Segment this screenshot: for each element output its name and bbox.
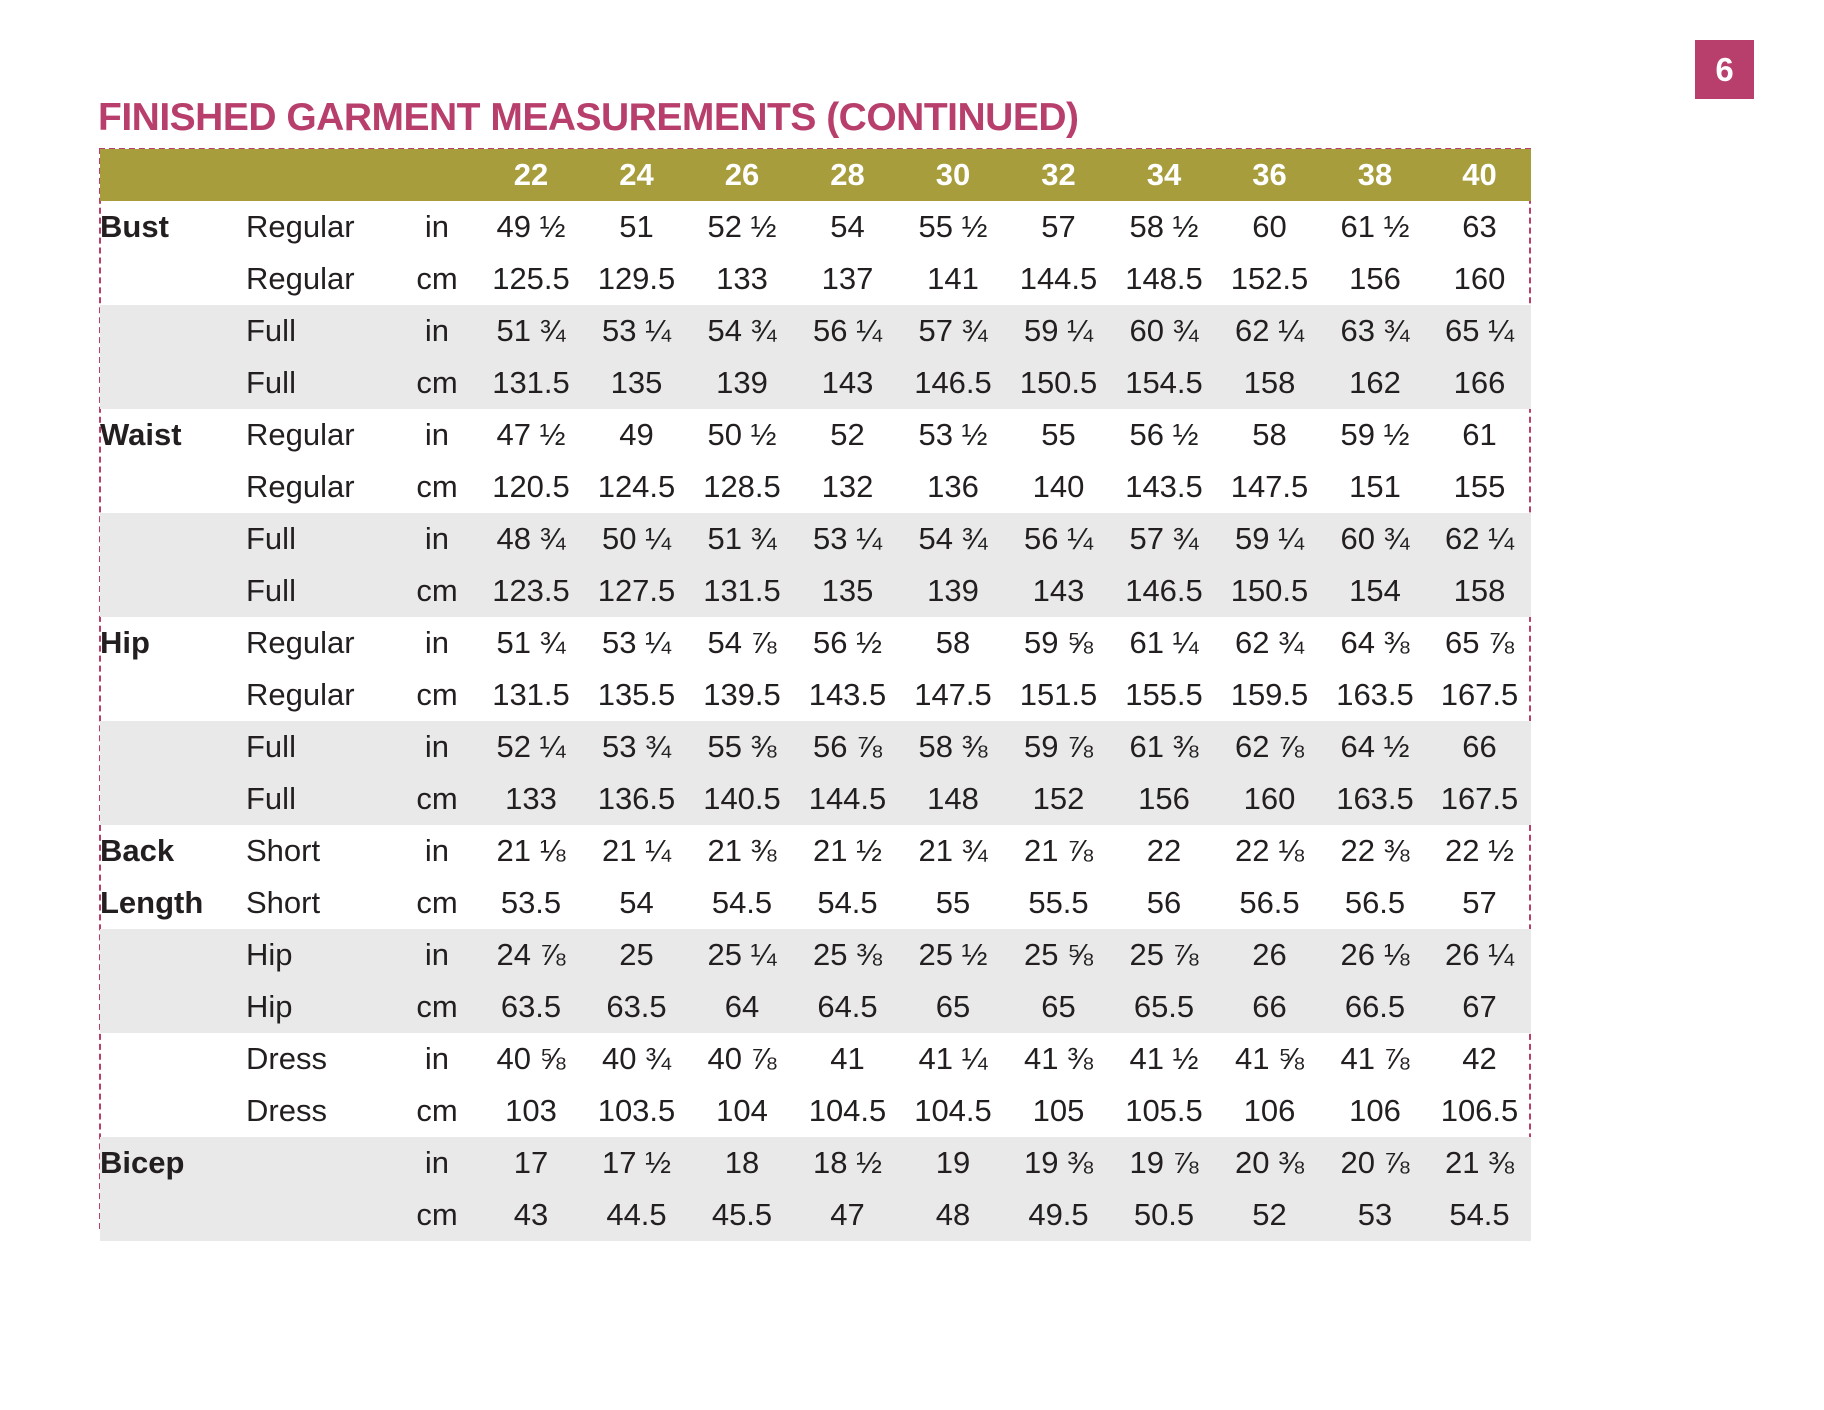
measurement-value: 103	[505, 1093, 557, 1128]
measurement-value: 44.5	[606, 1197, 667, 1232]
measurement-value: 58 ⅜	[918, 729, 988, 764]
measurement-group-label	[100, 929, 246, 981]
measurement-value: 127.5	[597, 573, 676, 608]
measurement-value: 58	[935, 625, 971, 660]
measurement-value: 60	[1252, 209, 1287, 244]
measurement-value: 65	[1041, 989, 1076, 1024]
unit-label: in	[424, 521, 450, 556]
measurement-value: 128.5	[703, 469, 781, 504]
measurement-value: 21 ½	[813, 833, 882, 868]
measurement-value: 160	[1243, 781, 1296, 816]
measurement-value: 131.5	[492, 677, 570, 712]
table-row	[100, 981, 1531, 1033]
unit-label: cm	[416, 261, 458, 296]
measurement-value: 154.5	[1125, 365, 1203, 400]
measurement-value: 152.5	[1230, 261, 1309, 296]
measurement-value: 59 ¼	[1235, 521, 1304, 556]
measurement-value: 63 ¾	[1340, 313, 1410, 348]
measurement-value: 19 ⅜	[1024, 1145, 1093, 1180]
fit-label: Full	[246, 781, 296, 816]
measurement-value: 147.5	[914, 677, 992, 712]
measurement-value: 54.5	[817, 885, 878, 920]
fit-label: Full	[246, 729, 296, 764]
measurement-value: 64.5	[817, 989, 878, 1024]
measurement-value: 60 ¾	[1340, 521, 1410, 556]
measurement-value: 133	[716, 261, 768, 296]
measurement-value: 25 ½	[918, 937, 988, 972]
measurements-table	[100, 149, 1531, 1241]
unit-label: in	[424, 729, 450, 764]
unit-label: in	[424, 313, 450, 348]
table-row	[100, 513, 1531, 565]
measurement-value: 62 ¾	[1235, 625, 1304, 660]
measurement-value: 163.5	[1336, 677, 1414, 712]
measurement-value: 57	[1462, 885, 1497, 920]
page-title: FINISHED GARMENT MEASUREMENTS (CONTINUED)	[98, 96, 1079, 139]
measurement-value: 40 ⅞	[707, 1041, 777, 1076]
size-header: 30	[935, 157, 971, 192]
table-row	[100, 357, 1531, 409]
measurement-value: 166	[1453, 365, 1506, 400]
measurement-value: 48	[935, 1197, 971, 1232]
table-row	[100, 565, 1531, 617]
measurement-value: 131.5	[703, 573, 781, 608]
fit-label: Full	[246, 573, 296, 608]
measurement-value: 22	[1146, 833, 1182, 868]
measurement-value: 131.5	[492, 365, 570, 400]
table-row	[100, 461, 1531, 513]
measurement-value: 57 ¾	[1129, 521, 1199, 556]
measurement-value: 26 ⅛	[1340, 937, 1410, 972]
measurement-value: 136.5	[597, 781, 676, 816]
measurement-value: 49.5	[1028, 1197, 1089, 1232]
measurement-value: 56 ⅞	[813, 729, 882, 764]
measurement-value: 152	[1032, 781, 1085, 816]
measurement-group-label	[100, 1189, 246, 1241]
measurement-value: 62 ¼	[1235, 313, 1304, 348]
measurement-value: 155.5	[1125, 677, 1203, 712]
fit-label: Dress	[246, 1041, 327, 1076]
measurement-value: 158	[1453, 573, 1506, 608]
fit-label: Short	[246, 833, 321, 868]
measurement-value: 58 ½	[1129, 209, 1199, 244]
measurement-value: 50 ¼	[602, 521, 671, 556]
size-header: 22	[513, 157, 549, 192]
measurement-value: 146.5	[1125, 573, 1203, 608]
measurement-value: 143.5	[1125, 469, 1203, 504]
fit-label: Regular	[246, 625, 355, 660]
measurement-value: 17	[513, 1145, 549, 1180]
measurement-value: 150.5	[1019, 365, 1098, 400]
unit-label: cm	[416, 365, 458, 400]
measurement-value: 143	[1032, 573, 1085, 608]
measurement-value: 148	[927, 781, 979, 816]
measurement-value: 41 ⅞	[1340, 1041, 1410, 1076]
measurement-value: 52 ½	[707, 209, 777, 244]
measurement-value: 65	[935, 989, 971, 1024]
measurement-value: 56 ¼	[1024, 521, 1093, 556]
measurement-value: 139	[716, 365, 768, 400]
measurement-value: 151.5	[1019, 677, 1098, 712]
measurement-group-label	[100, 721, 246, 773]
measurement-value: 63	[1462, 209, 1497, 244]
measurement-group-label	[100, 305, 246, 357]
measurement-value: 56 ½	[1129, 417, 1199, 452]
unit-label: cm	[416, 469, 458, 504]
measurement-value: 106.5	[1440, 1093, 1519, 1128]
measurement-value: 150.5	[1230, 573, 1309, 608]
measurement-value: 143	[821, 365, 874, 400]
measurement-group-label: Waist	[100, 417, 182, 452]
measurement-value: 18	[724, 1145, 760, 1180]
measurement-value: 25 ¼	[707, 937, 777, 972]
measurement-value: 43	[513, 1197, 549, 1232]
table-row	[100, 253, 1531, 305]
measurement-value: 55 ⅜	[707, 729, 777, 764]
measurement-value: 59 ⅞	[1024, 729, 1093, 764]
unit-label: in	[424, 1041, 450, 1076]
measurement-group-label	[100, 981, 246, 1033]
measurement-value: 133	[505, 781, 557, 816]
measurement-value: 61	[1462, 417, 1497, 452]
table-row	[100, 825, 1531, 877]
measurement-value: 144.5	[1019, 261, 1098, 296]
measurement-value: 45.5	[711, 1197, 773, 1232]
measurement-value: 158	[1243, 365, 1296, 400]
measurement-value: 55	[1041, 417, 1076, 452]
measurement-value: 65 ⅞	[1445, 625, 1514, 660]
measurement-value: 104.5	[914, 1093, 992, 1128]
measurement-value: 25 ⅝	[1024, 937, 1093, 972]
measurement-value: 66	[1462, 729, 1497, 764]
measurement-value: 24 ⅞	[496, 937, 566, 972]
size-header: 36	[1252, 157, 1287, 192]
measurement-value: 51 ¾	[707, 521, 777, 556]
fit-label: Regular	[246, 417, 355, 452]
measurement-value: 51	[619, 209, 654, 244]
unit-label: in	[424, 1145, 450, 1180]
measurement-value: 54 ⅞	[707, 625, 777, 660]
measurement-value: 144.5	[808, 781, 887, 816]
measurement-value: 148.5	[1125, 261, 1203, 296]
measurement-value: 56 ¼	[813, 313, 882, 348]
size-header: 24	[619, 157, 654, 192]
table-row	[100, 721, 1531, 773]
size-header: 32	[1041, 157, 1076, 192]
measurement-value: 104.5	[808, 1093, 887, 1128]
measurement-value: 26 ¼	[1445, 937, 1514, 972]
measurement-value: 146.5	[914, 365, 992, 400]
measurement-group-label	[100, 357, 246, 409]
size-header: 28	[830, 157, 865, 192]
fit-label: Short	[246, 885, 321, 920]
measurement-value: 143.5	[808, 677, 887, 712]
measurement-value: 160	[1453, 261, 1506, 296]
measurement-value: 40 ¾	[602, 1041, 671, 1076]
size-header: 34	[1146, 157, 1182, 192]
measurement-value: 53 ¾	[602, 729, 671, 764]
measurement-value: 61 ½	[1340, 209, 1410, 244]
measurement-value: 58	[1252, 417, 1287, 452]
measurement-value: 42	[1462, 1041, 1497, 1076]
measurement-value: 17 ½	[602, 1145, 671, 1180]
measurement-value: 120.5	[492, 469, 570, 504]
measurement-value: 66	[1252, 989, 1287, 1024]
measurement-value: 125.5	[492, 261, 570, 296]
fit-label: Regular	[246, 469, 355, 504]
measurement-value: 61 ⅜	[1129, 729, 1199, 764]
unit-label: cm	[416, 1197, 458, 1232]
measurement-value: 22 ⅛	[1235, 833, 1304, 868]
measurement-value: 40 ⅝	[496, 1041, 566, 1076]
table-row	[100, 929, 1531, 981]
table-row	[100, 773, 1531, 825]
measurement-value: 65.5	[1133, 989, 1195, 1024]
table-row	[100, 409, 1531, 461]
fit-label: Hip	[246, 989, 293, 1024]
measurement-value: 55 ½	[918, 209, 988, 244]
measurement-value: 25 ⅜	[813, 937, 882, 972]
measurement-value: 56.5	[1239, 885, 1300, 920]
measurement-value: 52	[830, 417, 865, 452]
measurement-value: 129.5	[597, 261, 676, 296]
measurement-value: 59 ¼	[1024, 313, 1093, 348]
unit-label: in	[424, 937, 450, 972]
unit-label: in	[424, 209, 450, 244]
measurement-value: 54.5	[711, 885, 773, 920]
measurement-value: 135	[821, 573, 874, 608]
measurement-group-label	[100, 253, 246, 305]
header-group-blank	[100, 149, 246, 201]
measurement-group-label: Back	[100, 833, 175, 868]
table-row	[100, 1137, 1531, 1189]
measurement-value: 18 ½	[813, 1145, 882, 1180]
measurement-value: 20 ⅜	[1235, 1145, 1304, 1180]
measurement-value: 19	[935, 1145, 971, 1180]
table-row	[100, 877, 1531, 929]
measurement-value: 21 ⅜	[707, 833, 777, 868]
measurement-value: 19 ⅞	[1129, 1145, 1199, 1180]
measurement-value: 51 ¾	[496, 313, 566, 348]
page-number: 6	[1695, 40, 1754, 99]
measurement-value: 104	[716, 1093, 768, 1128]
measurement-value: 64	[724, 989, 760, 1024]
fit-label: Full	[246, 521, 296, 556]
measurement-value: 163.5	[1336, 781, 1414, 816]
measurement-value: 135	[610, 365, 663, 400]
measurement-value: 103.5	[597, 1093, 676, 1128]
table-row	[100, 1033, 1531, 1085]
measurement-value: 67	[1462, 989, 1497, 1024]
measurement-value: 105.5	[1125, 1093, 1203, 1128]
measurement-value: 25	[619, 937, 654, 972]
measurement-group-label: Hip	[100, 625, 150, 660]
unit-label: cm	[416, 1093, 458, 1128]
size-header: 26	[724, 157, 760, 192]
table-row	[100, 617, 1531, 669]
measurement-value: 167.5	[1440, 677, 1519, 712]
fit-label	[246, 1137, 396, 1189]
header-fit-blank	[246, 149, 396, 201]
measurement-value: 52	[1252, 1197, 1287, 1232]
measurement-value: 25 ⅞	[1129, 937, 1199, 972]
measurement-value: 41	[830, 1041, 865, 1076]
measurement-value: 53.5	[500, 885, 562, 920]
measurement-value: 49	[619, 417, 654, 452]
measurement-group-label: Bust	[100, 209, 169, 244]
measurement-value: 136	[927, 469, 979, 504]
unit-label: cm	[416, 573, 458, 608]
size-header: 38	[1357, 157, 1393, 192]
measurement-value: 21 ¼	[602, 833, 671, 868]
unit-label: cm	[416, 885, 458, 920]
measurement-value: 123.5	[492, 573, 570, 608]
measurement-value: 106	[1349, 1093, 1401, 1128]
measurement-value: 26	[1252, 937, 1287, 972]
measurement-value: 53 ¼	[602, 313, 671, 348]
measurement-group-label	[100, 773, 246, 825]
measurement-value: 56	[1146, 885, 1182, 920]
measurement-value: 140.5	[703, 781, 781, 816]
measurement-value: 57 ¾	[918, 313, 988, 348]
measurement-value: 140	[1032, 469, 1085, 504]
measurement-value: 156	[1138, 781, 1190, 816]
measurement-value: 49 ½	[496, 209, 566, 244]
unit-label: in	[424, 625, 450, 660]
unit-label: cm	[416, 677, 458, 712]
unit-label: cm	[416, 989, 458, 1024]
measurement-value: 61 ¼	[1129, 625, 1199, 660]
fit-label: Hip	[246, 937, 293, 972]
measurement-value: 62 ¼	[1445, 521, 1514, 556]
measurement-value: 151	[1349, 469, 1401, 504]
measurement-value: 106	[1243, 1093, 1296, 1128]
fit-label: Full	[246, 313, 296, 348]
measurement-value: 54	[619, 885, 654, 920]
measurement-value: 155	[1453, 469, 1506, 504]
measurement-value: 20 ⅞	[1340, 1145, 1410, 1180]
measurement-value: 135.5	[597, 677, 676, 712]
measurement-group-label: Length	[100, 885, 204, 920]
measurement-value: 21 ¾	[918, 833, 988, 868]
measurement-value: 41 ½	[1129, 1041, 1199, 1076]
measurement-value: 156	[1349, 261, 1401, 296]
measurement-value: 21 ⅞	[1024, 833, 1093, 868]
measurement-value: 65 ¼	[1445, 313, 1514, 348]
measurement-value: 53 ¼	[602, 625, 671, 660]
measurement-value: 159.5	[1230, 677, 1309, 712]
measurement-value: 64 ⅜	[1340, 625, 1410, 660]
table-row	[100, 305, 1531, 357]
measurement-group-label	[100, 1033, 246, 1085]
measurement-value: 139	[927, 573, 979, 608]
measurement-group-label	[100, 1085, 246, 1137]
size-header-row	[100, 149, 1531, 201]
measurement-value: 139.5	[703, 677, 781, 712]
measurement-value: 22 ⅜	[1340, 833, 1410, 868]
measurement-value: 47	[830, 1197, 865, 1232]
measurement-value: 51 ¾	[496, 625, 566, 660]
measurement-value: 52 ¼	[496, 729, 566, 764]
measurement-value: 54.5	[1449, 1197, 1510, 1232]
measurement-value: 22 ½	[1445, 833, 1514, 868]
measurement-value: 59 ½	[1340, 417, 1410, 452]
measurement-group-label: Bicep	[100, 1145, 185, 1180]
measurement-group-label	[100, 461, 246, 513]
header-unit-blank	[396, 149, 478, 201]
table-row	[100, 201, 1531, 253]
measurement-value: 60 ¾	[1129, 313, 1199, 348]
fit-label: Regular	[246, 261, 355, 296]
fit-label: Regular	[246, 677, 355, 712]
fit-label	[246, 1189, 396, 1241]
fit-label: Dress	[246, 1093, 327, 1128]
measurement-value: 21 ⅜	[1445, 1145, 1514, 1180]
measurement-value: 56 ½	[813, 625, 882, 660]
measurement-value: 63.5	[606, 989, 667, 1024]
measurement-value: 56.5	[1344, 885, 1406, 920]
measurement-value: 154	[1349, 573, 1401, 608]
measurement-value: 54 ¾	[707, 313, 777, 348]
unit-label: in	[424, 833, 450, 868]
measurement-value: 55	[935, 885, 971, 920]
measurement-value: 137	[821, 261, 874, 296]
measurement-value: 64 ½	[1340, 729, 1410, 764]
measurement-value: 63.5	[500, 989, 562, 1024]
table-row	[100, 1085, 1531, 1137]
unit-label: cm	[416, 781, 458, 816]
measurement-value: 55.5	[1028, 885, 1089, 920]
measurement-value: 53	[1357, 1197, 1393, 1232]
measurement-value: 53 ½	[918, 417, 988, 452]
size-header: 40	[1462, 157, 1497, 192]
measurement-value: 41 ⅜	[1024, 1041, 1093, 1076]
measurement-group-label	[100, 669, 246, 721]
measurement-value: 50 ½	[707, 417, 777, 452]
measurement-value: 59 ⅝	[1024, 625, 1093, 660]
measurement-value: 62 ⅞	[1235, 729, 1304, 764]
measurement-value: 162	[1349, 365, 1401, 400]
measurement-value: 41 ¼	[918, 1041, 988, 1076]
table-row	[100, 669, 1531, 721]
fit-label: Full	[246, 365, 296, 400]
measurement-value: 147.5	[1230, 469, 1309, 504]
unit-label: in	[424, 417, 450, 452]
measurement-value: 21 ⅛	[496, 833, 566, 868]
measurement-value: 57	[1041, 209, 1076, 244]
measurement-value: 47 ½	[496, 417, 566, 452]
fit-label: Regular	[246, 209, 355, 244]
measurement-value: 132	[821, 469, 874, 504]
table-body	[100, 201, 1531, 1241]
measurement-value: 167.5	[1440, 781, 1519, 816]
measurement-value: 54	[830, 209, 865, 244]
measurement-group-label	[100, 513, 246, 565]
measurement-value: 66.5	[1344, 989, 1406, 1024]
measurement-value: 53 ¼	[813, 521, 882, 556]
measurement-value: 50.5	[1133, 1197, 1195, 1232]
measurement-group-label	[100, 565, 246, 617]
measurement-value: 141	[927, 261, 979, 296]
table-row	[100, 1189, 1531, 1241]
measurement-value: 48 ¾	[496, 521, 566, 556]
measurement-value: 54 ¾	[918, 521, 988, 556]
measurement-value: 105	[1032, 1093, 1085, 1128]
measurement-value: 41 ⅝	[1235, 1041, 1304, 1076]
measurement-value: 124.5	[597, 469, 676, 504]
